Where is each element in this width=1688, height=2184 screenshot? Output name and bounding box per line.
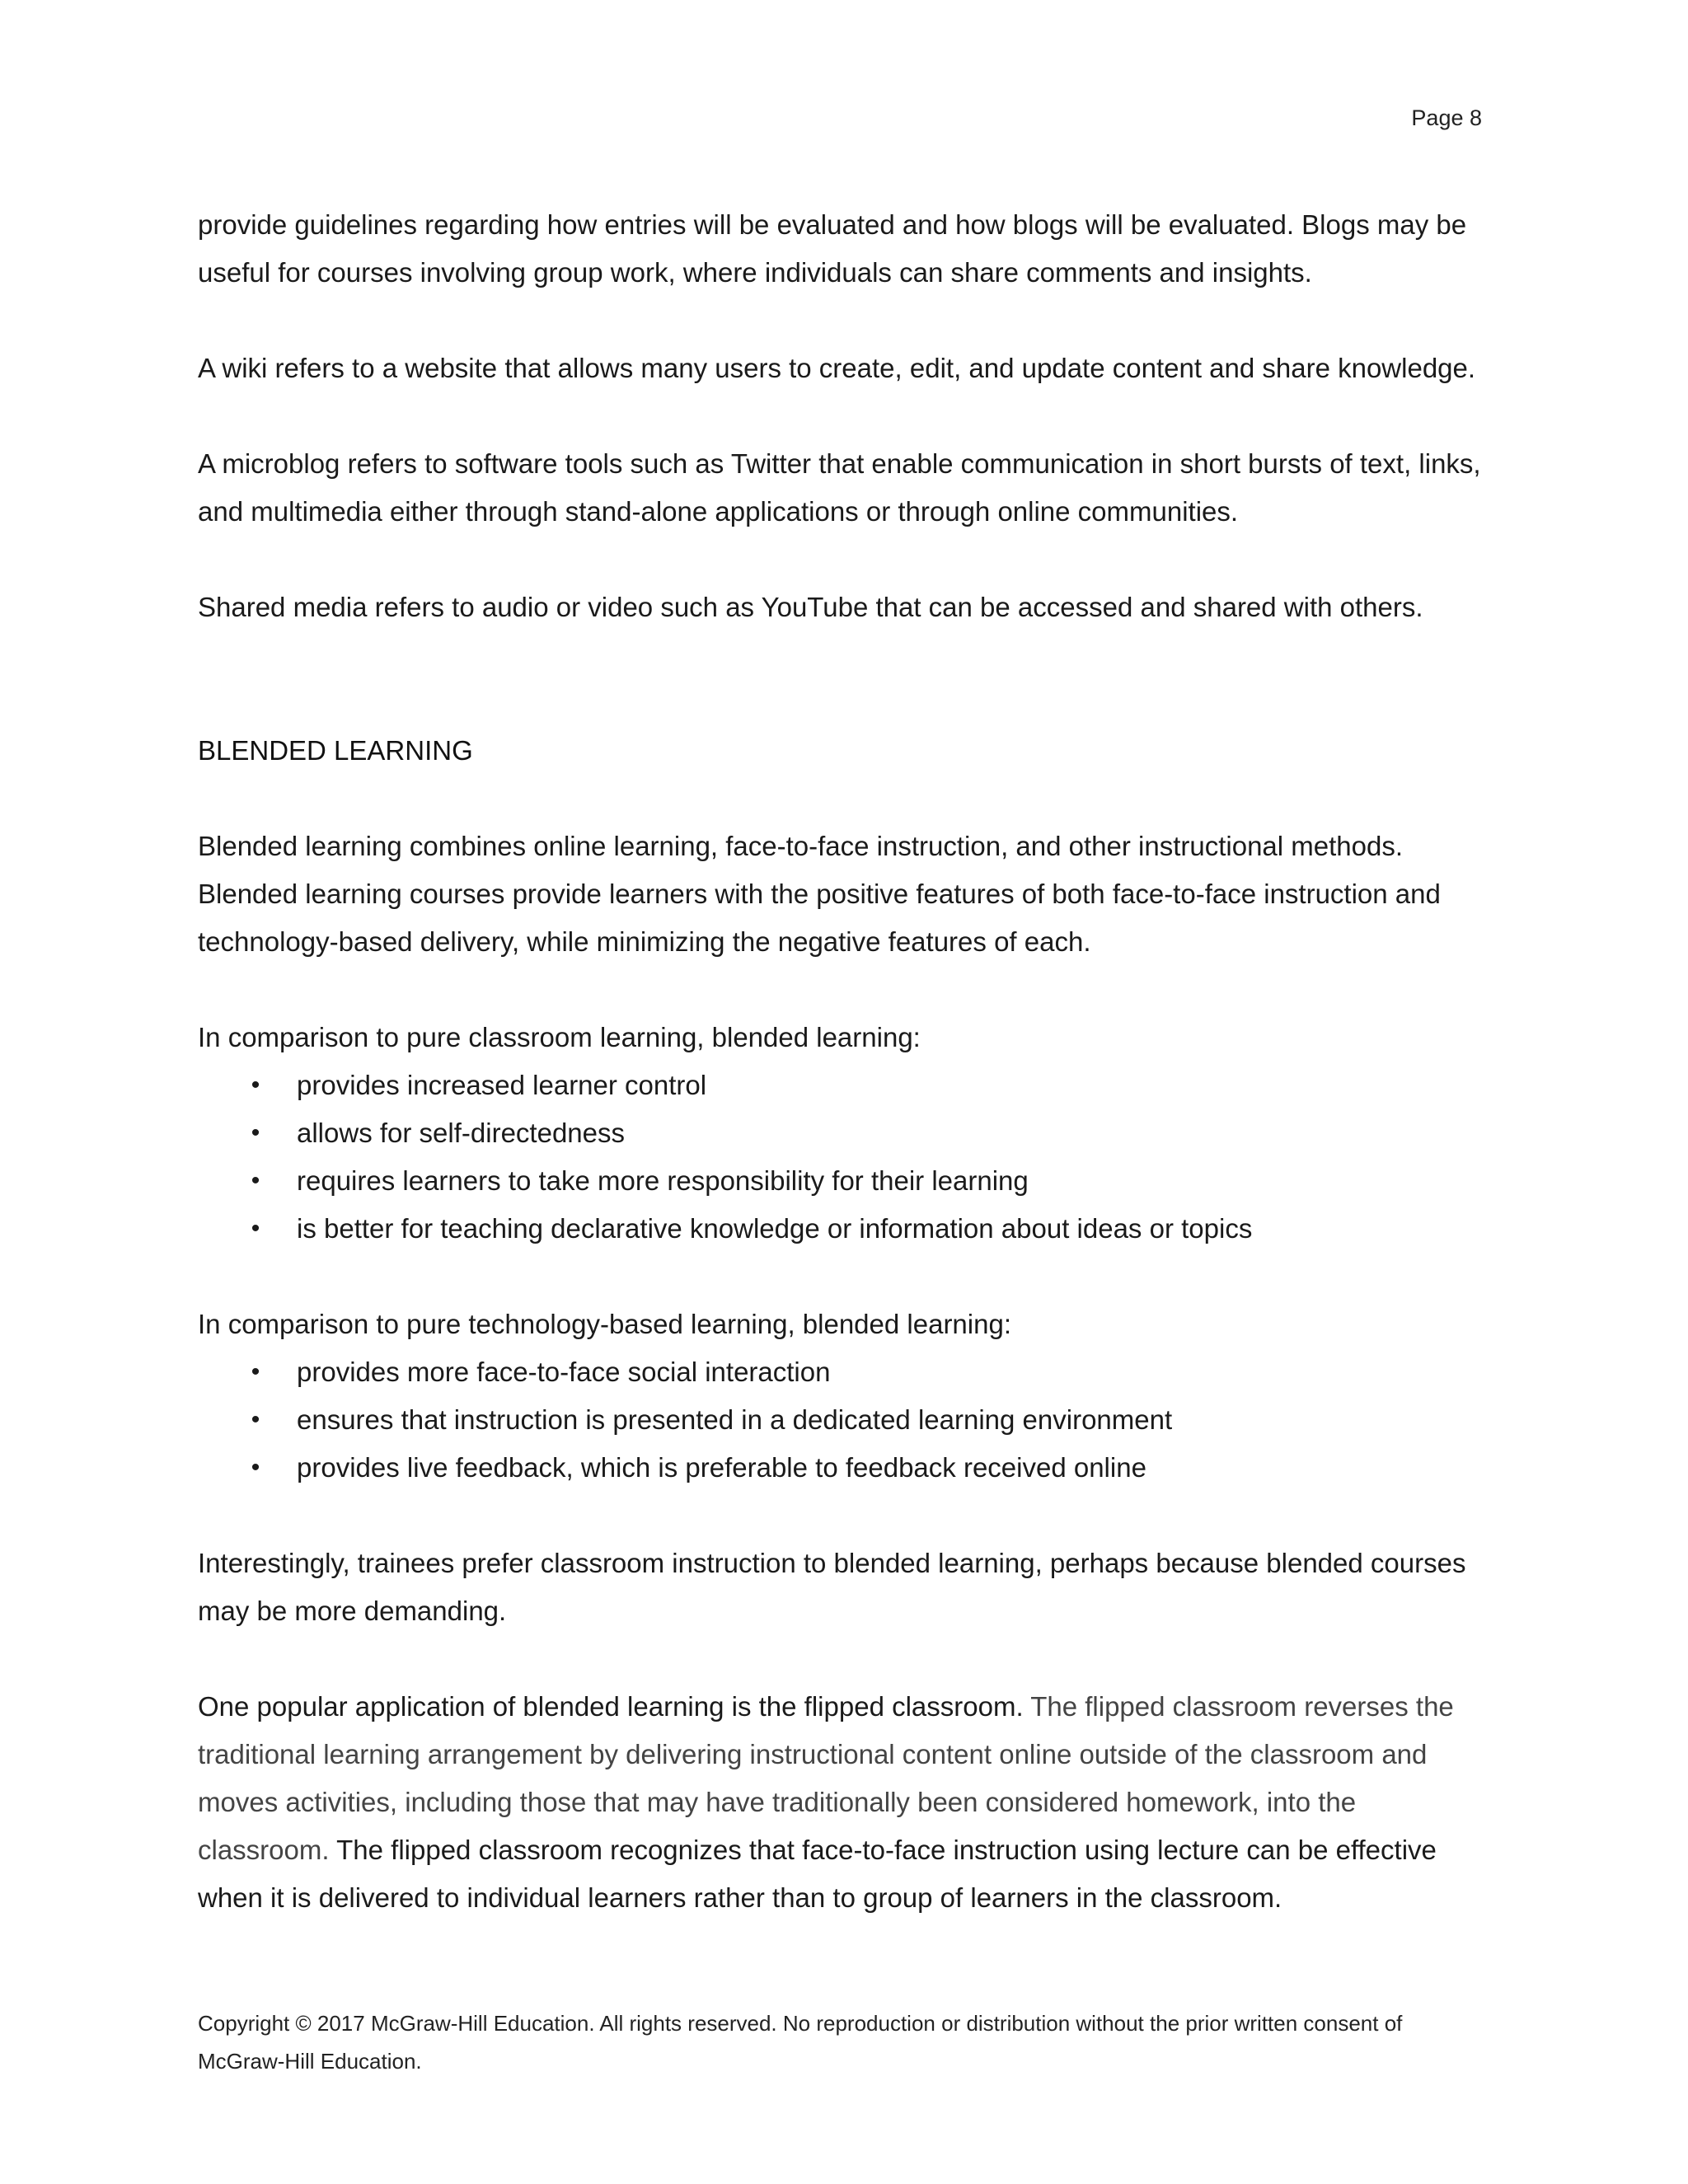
classroom-comparison-list (198, 1062, 1492, 1253)
list-item-text: provides increased learner control (297, 1070, 707, 1100)
flipped-sentence-definition: The flipped classroom reverses the traditional learning arrangement by delivering instructional content online outside of the classroom and moves activities, including those that may have traditionally been considered homework, into the classroom. (198, 1691, 1454, 1865)
list-item (198, 1062, 1492, 1109)
bullet-icon: • (251, 1167, 260, 1194)
list-item (198, 1348, 1492, 1396)
technology-comparison-list (198, 1348, 1492, 1492)
list-item-text: provides live feedback, which is preferable to feedback received online (297, 1452, 1146, 1483)
list-item (198, 1444, 1492, 1492)
page-number: Page 8 (1411, 105, 1482, 130)
classroom-comparison-intro: In comparison to pure classroom learning, blended learning: (198, 1022, 921, 1052)
paragraph-trainee-preference: Interestingly, trainees prefer classroom instruction to blended learning, perhaps because blended courses may be more demanding. (198, 1548, 1466, 1626)
bullet-icon: • (251, 1071, 260, 1099)
list-item-text: requires learners to take more responsibility for their learning (297, 1165, 1029, 1196)
bullet-icon: • (251, 1406, 260, 1433)
paragraph-microblog: A microblog refers to software tools such as Twitter that enable communication in short bursts of text, links, and multimedia either through stand-alone applications or through online communities. (198, 448, 1481, 527)
paragraph-wiki: A wiki refers to a website that allows many users to create, edit, and update content and share knowledge. (198, 353, 1476, 383)
paragraph-blended-definition: Blended learning combines online learning, face-to-face instruction, and other instructional methods. Blended learning courses provide learners with the positive features of both face-to-face instruction and technology-based delivery, while minimizing the negative features of each. (198, 831, 1441, 957)
list-item-text: allows for self-directedness (297, 1118, 625, 1148)
list-item (198, 1157, 1492, 1205)
bullet-icon: • (251, 1454, 260, 1481)
bullet-icon: • (251, 1215, 260, 1242)
bullet-icon: • (251, 1119, 260, 1146)
list-item (198, 1205, 1492, 1253)
copyright-footer: Copyright © 2017 McGraw-Hill Education. All rights reserved. No reproduction or distribution without the prior written consent of McGraw-Hill Education. (198, 2011, 1403, 2074)
paragraph-blog-guidelines: provide guidelines regarding how entries will be evaluated and how blogs will be evaluated. Blogs may be useful for courses involving group work, where individuals can share comments and insights. (198, 209, 1467, 288)
paragraph-shared-media: Shared media refers to audio or video such as YouTube that can be accessed and shared with others. (198, 592, 1423, 622)
technology-comparison-intro: In comparison to pure technology-based learning, blended learning: (198, 1309, 1011, 1339)
flipped-sentence-conclusion: The flipped classroom recognizes that face-to-face instruction using lecture can be effective when it is delivered to individual learners rather than to group of learners in the classroom. (198, 1835, 1437, 1913)
document-body (198, 201, 1492, 1970)
list-item-text: is better for teaching declarative knowledge or information about ideas or topics (297, 1213, 1253, 1244)
paragraph-flipped-classroom (198, 1683, 1492, 1922)
list-item-text: ensures that instruction is presented in a dedicated learning environment (297, 1404, 1173, 1435)
section-heading-blended-learning: BLENDED LEARNING (198, 735, 473, 766)
list-item-text: provides more face-to-face social interaction (297, 1357, 831, 1387)
list-item (198, 1396, 1492, 1444)
bullet-icon: • (251, 1358, 260, 1385)
flipped-sentence-intro: One popular application of blended learning is the flipped classroom. (198, 1691, 1024, 1722)
list-item (198, 1109, 1492, 1157)
